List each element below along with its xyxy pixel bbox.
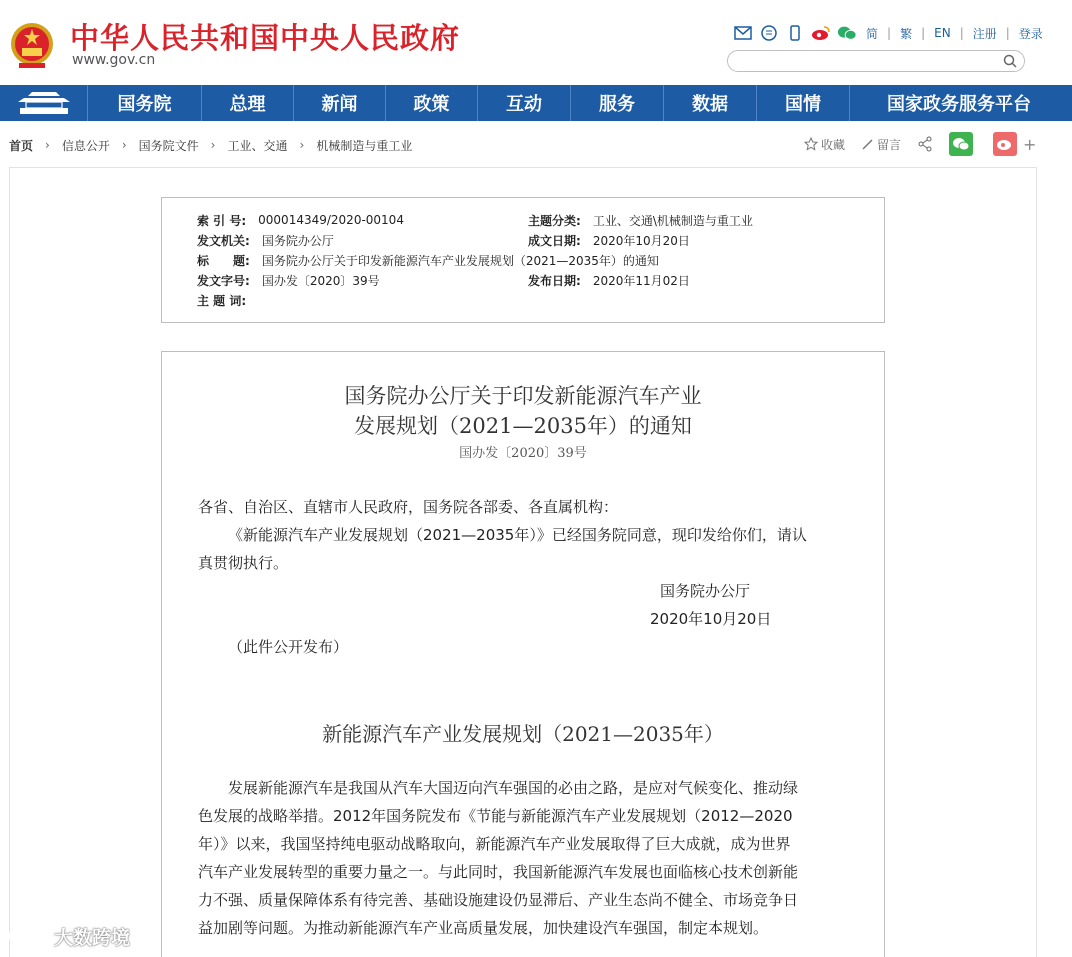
page-actions [804,132,1036,156]
breadcrumb [9,136,416,154]
breadcrumb-info-disclosure[interactable]: 信息公开 [61,138,110,153]
traditional-link[interactable]: 繁 [900,26,913,41]
mail-icon[interactable] [733,24,753,42]
doc-title-line2: 发展规划（2021—2035年）的通知 [354,414,692,438]
date-value: 2020年10月20日 [592,233,690,248]
national-emblem-icon[interactable] [9,20,55,70]
more-share-icon[interactable]: + [1023,134,1037,154]
doc-no-value: 国办发〔2020〕39号 [261,273,380,288]
plan-line-5: 力不强、质量保障体系有待完善、基础设施建设仍显滞后、产业生态尚不健全、市场竞争日 [198,891,799,909]
breadcrumb-industry-transport[interactable]: 工业、交通 [227,138,288,153]
english-link[interactable]: EN [934,26,951,40]
register-link[interactable]: 注册 [972,26,997,41]
publish-key: 发布日期: [528,273,581,288]
date-key: 成文日期: [528,233,581,248]
site-url[interactable]: www.gov.cn [72,52,156,68]
nav-item-service-platform[interactable]: 国家政务服务平台 [887,94,1031,115]
pencil-icon [861,138,874,151]
addressee: 各省、自治区、直辖市人民政府，国务院各部委、各直属机构： [198,498,619,516]
nav-item-state-council[interactable]: 国务院 [88,85,202,121]
nav-item-interaction[interactable]: 互动 [478,85,571,121]
simplified-link[interactable]: 简 [866,26,879,41]
nav-home[interactable] [0,85,88,121]
nav-item-national-info[interactable]: 国情 [757,85,850,121]
search-input[interactable] [727,50,1025,72]
topic-key: 主题分类: [528,213,581,228]
title-key: 标 题: [197,253,250,268]
topic-value: 工业、交通\机械制造与重工业 [592,213,753,228]
subject-key: 主 题 词: [197,293,247,308]
plan-line-1: 发展新能源汽车是我国从汽车大国迈向汽车强国的必由之路，是应对气候变化、推动绿 [228,779,799,797]
chevron-right-icon: › [210,138,216,152]
tiananmen-icon [14,90,74,116]
doc-title-line1: 国务院办公厅关于印发新能源汽车产业 [344,384,702,408]
share-icon [917,136,933,152]
mobile-icon[interactable] [785,24,805,42]
chevron-right-icon: › [45,138,50,152]
plan-line-6: 益加剧等问题。为推动新能源汽车产业高质量发展，加快建设汽车强国，制定本规划。 [198,919,769,937]
comment-label: 留言 [877,137,902,152]
issuer-key: 发文机关: [197,233,250,248]
share-button[interactable] [917,136,933,152]
watermark [8,922,130,950]
nav-item-premier[interactable]: 总理 [202,85,294,121]
favorite-button[interactable] [804,136,845,153]
nav-item-services[interactable]: 服务 [571,85,664,121]
index-no-value: 000014349/2020-00104 [258,213,404,227]
comment-button[interactable] [861,136,901,153]
site-header [0,0,1072,85]
public-note: （此件公开发布） [228,638,349,656]
plan-title: 新能源汽车产业发展规划（2021—2035年） [322,722,724,746]
nav-item-policy[interactable]: 政策 [386,85,478,121]
publish-value: 2020年11月02日 [592,273,690,288]
chevron-right-icon: › [121,138,127,152]
top-tools: 简 | 繁 | EN | 注册 | 登录 [733,22,1046,44]
login-link[interactable]: 登录 [1018,26,1043,41]
index-no-key: 索 引 号: [197,213,247,228]
body-line-2: 真贯彻执行。 [198,554,289,572]
main-nav [0,85,1072,121]
breadcrumb-home[interactable]: 首页 [9,138,34,153]
document-body [161,351,885,957]
document-info-box [161,197,885,323]
breadcrumb-machinery[interactable]: 机械制造与重工业 [316,138,413,153]
chevron-right-icon: › [299,138,305,152]
doc-no-key: 发文字号: [197,273,250,288]
rss-icon[interactable] [759,24,779,42]
watermark-text: 大数跨境 [54,926,131,949]
wechat-icon[interactable] [837,24,857,42]
plan-line-3: 年）》以来，我国坚持纯电驱动战略取向，新能源汽车产业发展取得了巨大成就，成为世界 [198,835,791,853]
nav-item-data[interactable]: 数据 [664,85,757,121]
sign-date: 2020年10月20日 [650,610,772,628]
signer: 国务院办公厅 [660,582,751,600]
site-title[interactable]: 中华人民共和国中央人民政府 [70,21,461,55]
star-icon [804,137,818,151]
search-icon[interactable] [1002,53,1018,69]
plan-line-4: 汽车产业发展转型的重要力量之一。与此同时，我国新能源汽车发展也面临核心技术创新能 [198,863,799,881]
wechat-share-icon[interactable] [949,132,973,156]
issuer-value: 国务院办公厅 [261,233,334,248]
doc-number: 国办发〔2020〕39号 [459,446,587,461]
nav-item-news[interactable]: 新闻 [294,85,386,121]
title-value: 国务院办公厅关于印发新能源汽车产业发展规划（2021—2035年）的通知 [261,253,659,268]
watermark-logo-icon [8,924,48,948]
breadcrumb-state-council-docs[interactable]: 国务院文件 [138,138,199,153]
favorite-label: 收藏 [821,137,846,152]
weibo-icon[interactable] [811,24,831,42]
body-line-1: 《新能源汽车产业发展规划（2021—2035年）》已经国务院同意，现印发给你们，请认 [228,526,807,544]
weibo-share-icon[interactable] [993,132,1017,156]
plan-line-2: 色发展的战略举措。2012年国务院发布《节能与新能源汽车产业发展规划（2012—2020 [198,807,793,825]
